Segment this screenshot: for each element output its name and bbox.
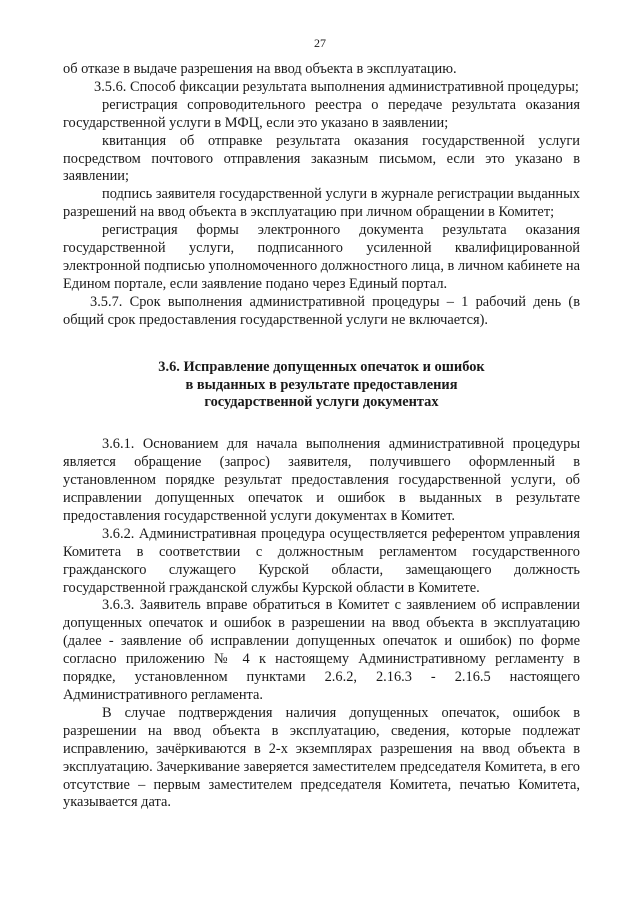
paragraph-3-6-2: 3.6.2. Административная процедура осуществляется референтом управления Комитета в соответствии с должностным регламентом государственного гражданского служащего Курской области, замещающего должность государственной гражданской службы Курской области в Комитете. — [63, 525, 580, 596]
paragraph-3-6-1: 3.6.1. Основанием для начала выполнения административной процедуры является обращение (запрос) заявителя, получившего оформленный в установленном порядке результат предоставления государственной услуги, об исправлении допущенных опечаток и ошибок в выданных в результате предоставления государственной услуги документах в Комитет. — [63, 436, 580, 524]
paragraph-electronic-document: регистрация формы электронного документа результата оказания государственной услуги, подписанного усиленной квалифицированной электронной подписью уполномоченного должностного лица, в личном кабинете на Едином портале, если заявление подано через Единый портал. — [63, 222, 580, 292]
paragraph-3-5-6: 3.5.6. Способ фиксации результата выполнения административной процедуры; — [94, 78, 579, 95]
paragraph-postal-receipt: квитанция об отправке результата оказания государственной услуги посредством почтового отправления заказным письмом, если это указано в заявлении; — [63, 132, 580, 185]
section-heading-line: в выданных в результате предоставления — [185, 376, 458, 393]
paragraph-3-5-7: 3.5.7. Срок выполнения административной процедуры – 1 рабочий день (в общий срок предоставления государственной услуги не включается). — [63, 293, 580, 328]
paragraph-mfc-registry: регистрация сопроводительного реестра о передаче результата оказания государственной услуги в МФЦ, если это указано в заявлении; — [63, 96, 580, 131]
section-heading-3-6 — [63, 359, 580, 413]
section-heading-line: 3.6. Исправление допущенных опечаток и ошибок — [158, 358, 485, 375]
paragraph-3-6-3: 3.6.3. Заявитель вправе обратиться в Комитет с заявлением об исправлении допущенных опечаток и ошибок в разрешении на ввод объекта в эксплуатацию (далее - заявление об исправлении допущенных опечаток и ошибок) по форме согласно приложению № 4 к настоящему Административному регламенту в порядке, установленном пунктами 2.6.2, 2.16.3 - 2.16.5 настоящего Административного регламента. — [63, 597, 580, 703]
document-body — [63, 61, 580, 812]
paragraph-correction-confirmation: В случае подтверждения наличия допущенных опечаток, ошибок в разрешении на ввод объекта в эксплуатацию, сведения, которые подлежат исправлению, зачёркиваются в 2-х экземплярах разрешения на ввод объекта в эксплуатацию. Зачеркивание заверяется заместителем председателя Комитета, в его отсутствие – первым заместителем председателя Комитета, печатью Комитета, указывается дата. — [63, 704, 580, 811]
page-number: 27 — [314, 36, 326, 50]
paragraph-continuation: об отказе в выдаче разрешения на ввод объекта в эксплуатацию. — [63, 61, 457, 77]
section-heading-line: государственной услуги документах — [204, 394, 439, 411]
paragraph-applicant-signature: подпись заявителя государственной услуги в журнале регистрации выданных разрешений на ввод объекта в эксплуатацию при личном обращении в Комитет; — [63, 186, 580, 221]
